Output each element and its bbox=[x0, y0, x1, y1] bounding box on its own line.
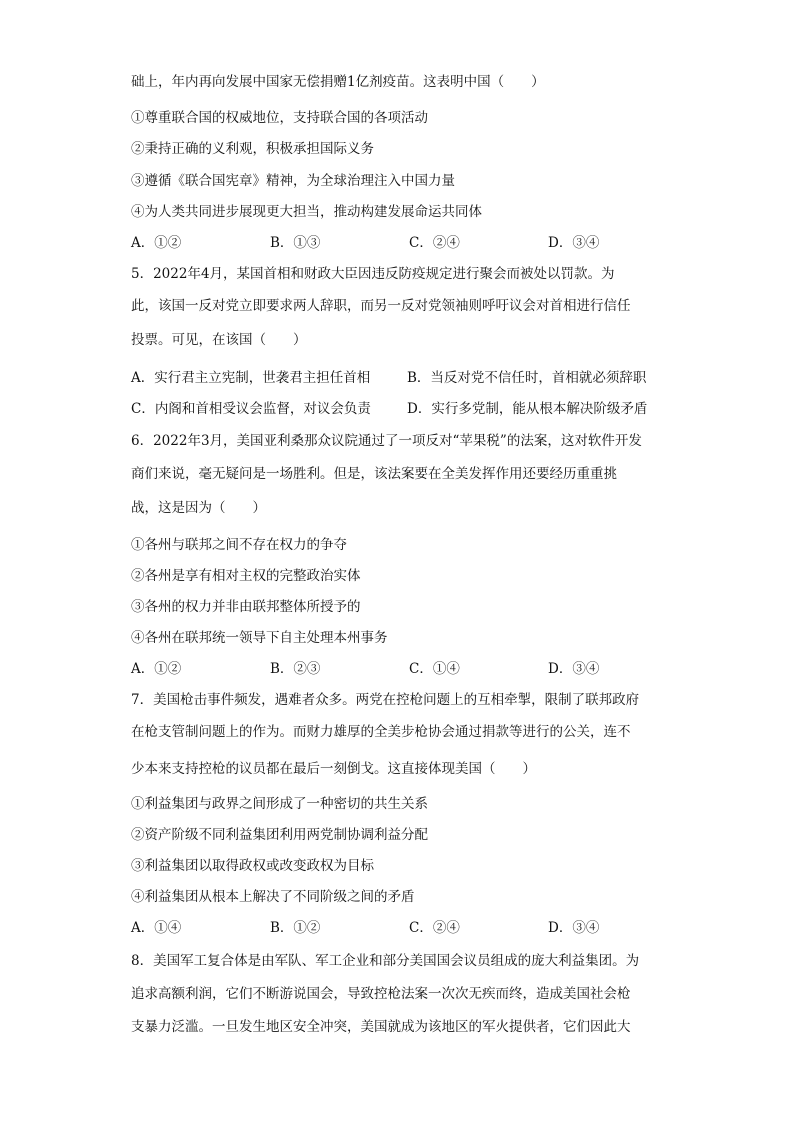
q5-option-a[interactable]: A．实行君主立宪制，世袭君主担任首相 bbox=[131, 370, 371, 386]
q8-stem-line-1: 8．美国军工复合体是由军队、军工企业和部分美国国会议员组成的庞大利益集团。为 bbox=[131, 953, 640, 969]
q6-options bbox=[131, 660, 671, 678]
q8-stem-line-3: 支暴力泛滥。一旦发生地区安全冲突，美国就成为该地区的军火提供者，它们因此大 bbox=[131, 1019, 631, 1035]
q7-options bbox=[131, 919, 671, 937]
q5-option-b[interactable]: B．当反对党不信任时，首相就必须辞职 bbox=[407, 370, 647, 386]
q4-option-a[interactable]: A．①② bbox=[131, 235, 182, 251]
q5-stem-line-2: 此，该国一反对党立即要求两人辞职，而另一反对党领袖则呼吁议会对首相进行信任 bbox=[131, 298, 631, 314]
q7-option-d[interactable]: D．③④ bbox=[548, 920, 600, 936]
q6-option-b[interactable]: B．②③ bbox=[270, 661, 321, 677]
q5-stem-line-1: 5．2022年4月，某国首相和财政大臣因违反防疫规定进行聚会而被处以罚款。为 bbox=[131, 266, 615, 282]
q6-item-2: ②各州是享有相对主权的完整政治实体 bbox=[131, 568, 361, 584]
q4-stem-tail: 础上，年内再向发展中国家无偿捐赠1亿剂疫苗。这表明中国（ ） bbox=[131, 74, 545, 90]
q7-option-a[interactable]: A．①④ bbox=[131, 920, 182, 936]
q6-stem-line-3: 战，这是因为（ ） bbox=[131, 500, 266, 516]
q6-item-3: ③各州的权力并非由联邦整体所授予的 bbox=[131, 599, 361, 615]
q4-item-1: ①尊重联合国的权威地位，支持联合国的各项活动 bbox=[131, 110, 428, 126]
q7-item-3: ③利益集团以取得政权或改变政权为目标 bbox=[131, 858, 374, 874]
q7-option-c[interactable]: C．②④ bbox=[409, 920, 460, 936]
q4-option-d[interactable]: D．③④ bbox=[548, 235, 600, 251]
q6-option-a[interactable]: A．①② bbox=[131, 661, 182, 677]
q4-options bbox=[131, 234, 671, 252]
q4-option-b[interactable]: B．①③ bbox=[270, 235, 321, 251]
q6-option-d[interactable]: D．③④ bbox=[548, 661, 600, 677]
q5-options-row-1 bbox=[131, 369, 671, 387]
q7-item-1: ①利益集团与政界之间形成了一种密切的共生关系 bbox=[131, 796, 428, 812]
q6-stem-line-1: 6．2022年3月，美国亚利桑那众议院通过了一项反对“苹果税”的法案，这对软件开发 bbox=[131, 433, 642, 449]
q4-item-2: ②秉持正确的义利观，积极承担国际义务 bbox=[131, 141, 374, 157]
q4-item-3: ③遵循《联合国宪章》精神，为全球治理注入中国力量 bbox=[131, 173, 455, 189]
q7-stem-line-1: 7．美国枪击事件频发，遇难者众多。两党在控枪问题上的互相牵掣，限制了联邦政府 bbox=[131, 692, 640, 708]
q5-option-d[interactable]: D．实行多党制，能从根本解决阶级矛盾 bbox=[407, 401, 648, 417]
q7-stem-line-3: 少本来支持控枪的议员都在最后一刻倒戈。这直接体现美国（ ） bbox=[131, 761, 536, 777]
q7-stem-line-2: 在枪支管制问题上的作为。而财力雄厚的全美步枪协会通过捐款等进行的公关，连不 bbox=[131, 724, 631, 740]
q5-stem-line-3: 投票。可见，在该国（ ） bbox=[131, 332, 307, 348]
q7-item-2: ②资产阶级不同利益集团利用两党制协调利益分配 bbox=[131, 827, 428, 843]
q6-option-c[interactable]: C．①④ bbox=[409, 661, 460, 677]
q6-item-1: ①各州与联邦之间不存在权力的争夺 bbox=[131, 537, 347, 553]
q5-options-row-2 bbox=[131, 400, 671, 418]
q6-item-4: ④各州在联邦统一领导下自主处理本州事务 bbox=[131, 630, 388, 646]
q5-option-c[interactable]: C．内阁和首相受议会监督，对议会负责 bbox=[131, 401, 371, 417]
q7-item-4: ④利益集团从根本上解决了不同阶级之间的矛盾 bbox=[131, 889, 415, 905]
q7-option-b[interactable]: B．①② bbox=[270, 920, 321, 936]
q6-stem-line-2: 商们来说，毫无疑问是一场胜利。但是，该法案要在全美发挥作用还要经历重重挑 bbox=[131, 466, 617, 482]
q8-stem-line-2: 追求高额利润，它们不断游说国会，导致控枪法案一次次无疾而终，造成美国社会枪 bbox=[131, 986, 631, 1002]
q4-option-c[interactable]: C．②④ bbox=[409, 235, 460, 251]
q4-item-4: ④为人类共同进步展现更大担当，推动构建发展命运共同体 bbox=[131, 204, 482, 220]
